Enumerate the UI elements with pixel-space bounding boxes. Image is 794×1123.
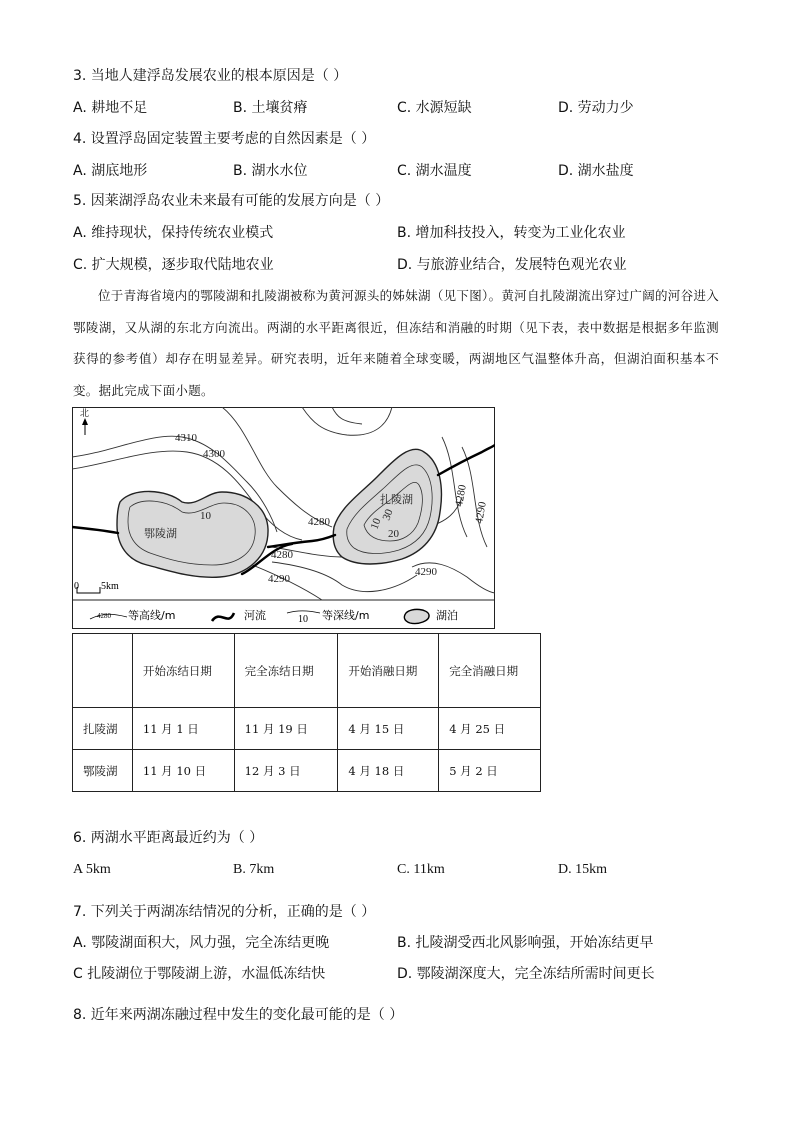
contour-label-4280c: 4280 [453, 483, 469, 508]
lakes-map [72, 407, 495, 629]
legend-contour-num: 4280 [97, 612, 111, 620]
freeze-thaw-table [72, 633, 541, 792]
header-full-freeze: 完全冻结日期 [234, 634, 338, 708]
question-4-stem: 4. 设置浮岛固定装置主要考虑的自然因素是（ ） [73, 131, 376, 147]
question-5-stem: 5. 因莱湖浮岛农业未来最有可能的发展方向是（ ） [73, 193, 390, 209]
q4-option-c[interactable]: C. 湖水温度 [397, 163, 472, 179]
legend-depth: 等深线/m [322, 609, 370, 622]
lake-label-zhaling: 扎陵湖 [380, 493, 413, 506]
depth-label-20: 20 [388, 528, 399, 540]
q6-option-b[interactable]: B. 7km [233, 862, 275, 877]
q7-option-b[interactable]: B. 扎陵湖受西北风影响强，开始冻结更早 [397, 935, 654, 951]
cell-start-freeze: 11 月 1 日 [132, 708, 234, 750]
cell-start-freeze: 11 月 10 日 [132, 750, 234, 792]
q4-option-d[interactable]: D. 湖水盐度 [558, 163, 634, 179]
passage-text: 位于青海省境内的鄂陵湖和扎陵湖被称为黄河源头的姊妹湖（见下图）。黄河自扎陵湖流出穿过广阔的河谷进入鄂陵湖，又从湖的东北方向流出。两湖的水平距离很近，但冻结和消融的时期（见下表，表中数据是根据多年监测获得的参考值）却存在明显差异。研究表明，近年来随着全球变暖，两湖地区气温整体升高，但湖泊面积基本不变。据此完成下面小题。 [73, 288, 719, 398]
table-row [73, 750, 541, 792]
contour-label-4290c: 4290 [473, 500, 489, 525]
q3-option-c[interactable]: C. 水源短缺 [397, 100, 472, 116]
reading-passage [73, 280, 719, 406]
legend-depth-num: 10 [298, 614, 308, 625]
header-blank [73, 634, 133, 708]
q5-option-d[interactable]: D. 与旅游业结合，发展特色观光农业 [397, 257, 627, 273]
q5-option-c[interactable]: C. 扩大规模，逐步取代陆地农业 [73, 257, 274, 273]
depth-label-30: 30 [380, 507, 396, 523]
cell-lake: 扎陵湖 [73, 708, 133, 750]
lake-label-eling: 鄂陵湖 [144, 527, 177, 540]
q4-option-a[interactable]: A. 湖底地形 [73, 163, 148, 179]
header-start-thaw: 开始消融日期 [338, 634, 439, 708]
q6-option-c[interactable]: C. 11km [397, 862, 445, 877]
question-3-stem: 3. 当地人建浮岛发展农业的根本原因是（ ） [73, 68, 348, 84]
cell-lake: 鄂陵湖 [73, 750, 133, 792]
cell-full-freeze: 11 月 19 日 [234, 708, 338, 750]
depth-label-10a: 10 [200, 510, 211, 522]
depth-label-10b: 10 [368, 516, 384, 532]
q3-option-b[interactable]: B. 土壤贫瘠 [233, 100, 308, 116]
contour-label-4300: 4300 [203, 448, 225, 460]
q7-option-c[interactable]: C 扎陵湖位于鄂陵湖上游，水温低冻结快 [73, 966, 326, 982]
north-label: 北 [80, 409, 90, 419]
question-6-stem: 6. 两湖水平距离最近约为（ ） [73, 830, 264, 846]
scale-zero: 0 [74, 581, 79, 592]
q4-option-b[interactable]: B. 湖水水位 [233, 163, 308, 179]
contour-label-4280b: 4280 [271, 549, 293, 561]
cell-full-thaw: 5 月 2 日 [439, 750, 541, 792]
contour-label-4310: 4310 [175, 432, 197, 444]
q6-option-d[interactable]: D. 15km [558, 862, 607, 877]
contour-label-4290a: 4290 [268, 573, 290, 585]
table-row [73, 708, 541, 750]
cell-full-thaw: 4 月 25 日 [439, 708, 541, 750]
legend-contour: 等高线/m [128, 609, 176, 622]
q5-option-a[interactable]: A. 维持现状，保持传统农业模式 [73, 225, 274, 241]
q7-option-d[interactable]: D. 鄂陵湖深度大，完全冻结所需时间更长 [397, 966, 655, 982]
question-7-stem: 7. 下列关于两湖冻结情况的分析，正确的是（ ） [73, 904, 376, 920]
cell-start-thaw: 4 月 15 日 [338, 708, 439, 750]
q3-option-d[interactable]: D. 劳动力少 [558, 100, 634, 116]
q7-option-a[interactable]: A. 鄂陵湖面积大，风力强，完全冻结更晚 [73, 935, 330, 951]
contour-label-4280a: 4280 [308, 516, 330, 528]
scale-5km: 5km [101, 581, 119, 592]
q5-option-b[interactable]: B. 增加科技投入，转变为工业化农业 [397, 225, 626, 241]
legend-river: 河流 [244, 609, 266, 622]
header-full-thaw: 完全消融日期 [439, 634, 541, 708]
cell-start-thaw: 4 月 18 日 [338, 750, 439, 792]
contour-label-4290b: 4290 [415, 566, 437, 578]
question-8-stem: 8. 近年来两湖冻融过程中发生的变化最可能的是（ ） [73, 1007, 404, 1023]
table-header-row [73, 634, 541, 708]
header-start-freeze: 开始冻结日期 [132, 634, 234, 708]
legend-lake: 湖泊 [436, 609, 458, 622]
q6-option-a[interactable]: A 5km [73, 862, 111, 877]
q3-option-a[interactable]: A. 耕地不足 [73, 100, 148, 116]
cell-full-freeze: 12 月 3 日 [234, 750, 338, 792]
